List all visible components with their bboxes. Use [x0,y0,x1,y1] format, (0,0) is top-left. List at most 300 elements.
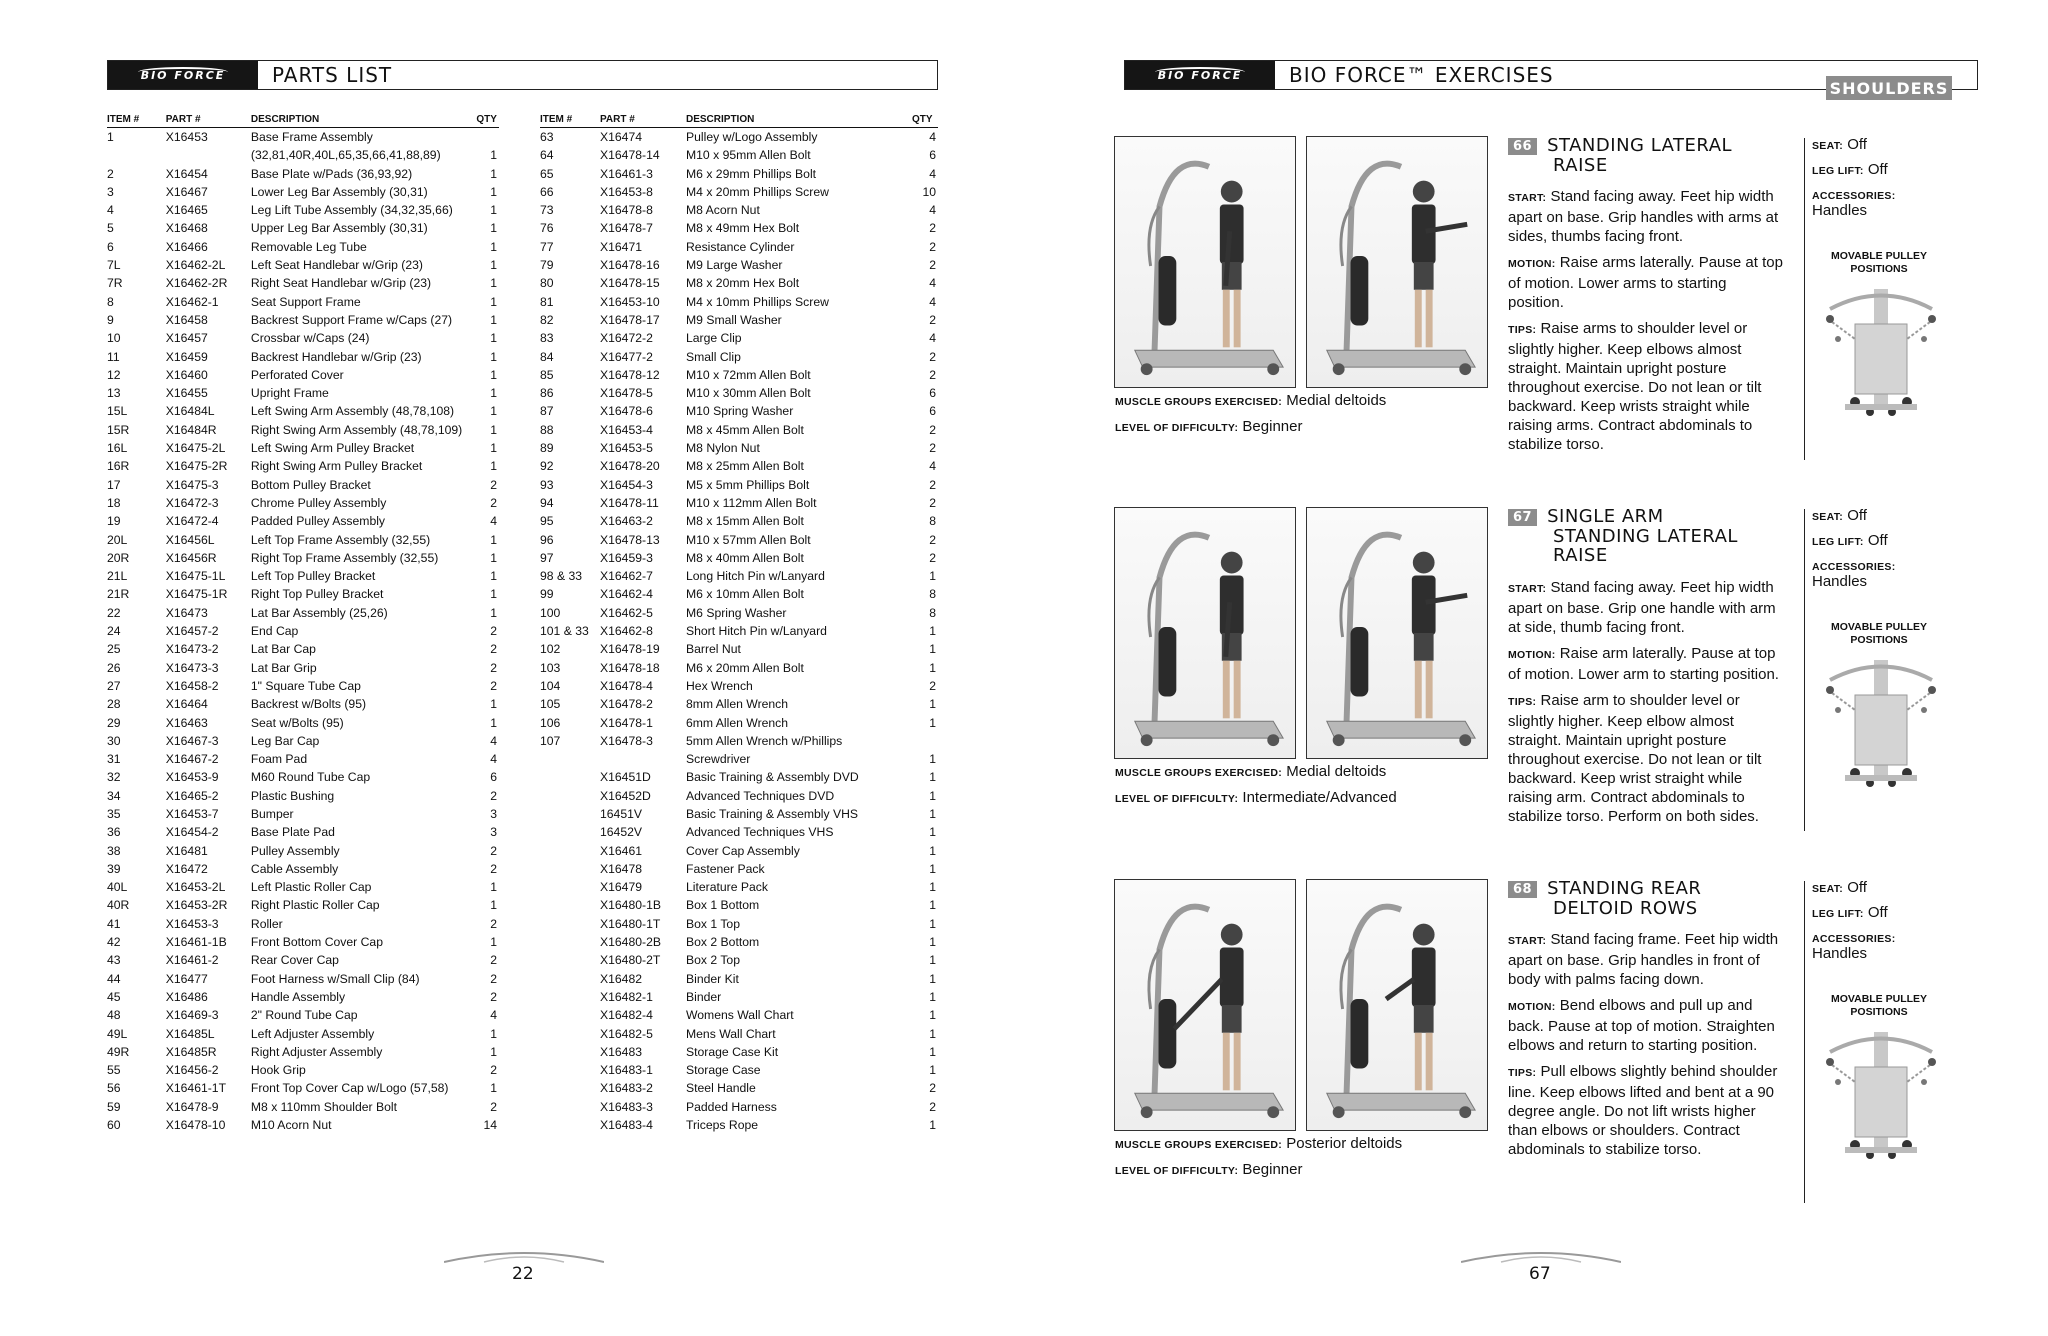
part-qty: 4 [929,276,936,291]
part-qty: 1 [929,660,936,675]
header-description: DESCRIPTION [686,113,912,128]
part-number: X16475-1L [165,569,226,584]
part-number: X16475-1R [165,587,228,602]
part-number: X16461-1B [165,935,227,950]
part-qty: 1 [490,1081,497,1096]
item-number: 22 [107,605,121,620]
part-description: 2" Round Tube Cap [250,1008,358,1023]
section-tab-shoulders: SHOULDERS [1826,76,1952,100]
item-number: 84 [540,349,554,364]
part-number: X16486 [165,989,208,1004]
table-row [540,128,938,147]
seat-value: Off [1847,879,1867,896]
exercise-title-line2: STANDING LATERAL [1553,525,1738,547]
table-row [540,787,938,805]
equipment-settings [1812,507,1942,590]
header-part: PART # [600,113,686,128]
table-row [540,439,938,457]
item-number [540,1098,600,1116]
item-number: 95 [540,514,554,529]
difficulty-label: LEVEL OF DIFFICULTY: [1115,1165,1239,1177]
part-qty [912,732,938,750]
difficulty-value: Beginner [1242,418,1303,435]
table-row [540,1061,938,1079]
item-number: 30 [107,733,121,748]
item-number: 97 [540,550,554,565]
item-number: 77 [540,239,554,254]
page-title: PARTS LIST [272,63,393,87]
item-number: 63 [540,130,554,144]
part-description: Basic Training & Assembly VHS [686,806,859,821]
part-description: M4 x 20mm Phillips Screw [686,184,829,199]
part-qty: 10 [922,184,936,199]
muscle-groups-label: MUSCLE GROUPS EXERCISED: [1115,396,1283,408]
part-description: Basic Training & Assembly DVD [686,770,859,785]
item-number: 64 [540,148,554,163]
part-description: Lat Bar Cap [250,642,316,657]
table-row [107,183,499,201]
table-row [107,531,499,549]
part-qty: 4 [490,1008,497,1023]
part-qty: 1 [929,1044,936,1059]
table-row [540,915,938,933]
part-qty: 4 [929,166,936,181]
item-number: 32 [107,770,121,785]
table-row [107,622,499,640]
motion-instruction [1508,644,1783,684]
part-qty: 2 [490,843,497,858]
table-row [540,457,938,475]
item-number: 13 [107,386,121,401]
table-row [540,494,938,512]
table-row [107,860,499,878]
part-number: X16484R [165,422,217,437]
part-qty: 2 [490,1099,497,1114]
part-description: Upper Leg Bar Assembly (30,31) [250,221,428,236]
part-number: X16478-12 [600,367,660,382]
motion-text: Raise arms laterally. Pause at top of motion. Lower arms to starting position. [1508,254,1783,311]
table-row [540,567,938,585]
table-row [540,293,938,311]
difficulty-label: LEVEL OF DIFFICULTY: [1115,793,1239,805]
part-description: M8 x 49mm Hex Bolt [686,221,800,236]
item-number: 42 [107,935,121,950]
part-qty: 1 [490,935,497,950]
item-number: 98 & 33 [540,569,583,584]
part-qty: 2 [929,239,936,254]
part-qty: 1 [929,788,936,803]
part-number: X16478-9 [165,1099,219,1114]
part-number: X16478-2 [600,697,653,712]
part-qty: 8 [929,605,936,620]
part-qty: 2 [929,221,936,236]
part-qty: 1 [929,1026,936,1041]
part-number: X16478-11 [600,495,659,510]
part-qty: 4 [490,514,497,529]
part-description: Base Plate w/Pads (36,93,92) [250,166,413,181]
part-number: X16473 [165,605,208,620]
part-description: Long Hitch Pin w/Lanyard [686,569,825,584]
part-qty: 1 [929,916,936,931]
table-row [107,970,499,988]
table-row [107,842,499,860]
header-qty: QTY [476,113,499,128]
table-row [540,512,938,530]
part-number: X16461-3 [600,166,653,181]
part-number: X16478-4 [600,678,653,693]
part-description: Lat Bar Grip [250,660,317,675]
table-row [107,659,499,677]
part-number: X16479 [600,880,643,895]
item-number: 85 [540,367,554,382]
item-number: 49L [107,1026,128,1041]
item-number: 8 [107,294,114,309]
muscle-groups [1115,1135,1402,1152]
part-qty: 2 [929,349,936,364]
motion-instruction [1508,253,1783,312]
part-qty: 2 [929,477,936,492]
part-number: X16453-2L [165,880,226,895]
part-number: X16453-10 [600,294,660,309]
part-number: X16478-20 [600,459,660,474]
header-item: ITEM # [107,113,166,128]
part-number: X16485R [165,1044,217,1059]
table-row [107,311,499,329]
table-row [107,366,499,384]
item-number [540,1025,600,1043]
part-qty: 1 [490,148,497,163]
part-description: M8 x 110mm Shoulder Bolt [250,1099,397,1114]
item-number: 44 [107,971,121,986]
part-description: Cover Cap Assembly [686,843,800,858]
table-row [107,165,499,183]
part-description: Bumper [250,806,294,821]
item-number: 26 [107,660,121,675]
part-number: X16472 [165,861,208,876]
item-number: 41 [107,916,121,931]
table-row [540,384,938,402]
column-divider [1804,881,1805,1203]
item-number: 4 [107,203,114,218]
table-row [540,860,938,878]
part-number: 16451V [600,806,643,821]
part-number: X16461-2 [165,953,219,968]
part-qty: 4 [929,294,936,309]
part-description: Box 2 Top [686,953,740,968]
item-number: 27 [107,678,121,693]
tips-text: Raise arms to shoulder level or slightly higher. Keep elbows almost straight. Maintain upright posture throughout exercise. Do not lean or tilt backward. Keep wrists straight while raising arms. Contract abdominals to stabilize torso. [1508,320,1762,453]
pulley-diagram [1820,1027,1942,1162]
part-qty: 2 [929,312,936,327]
part-description: Left Swing Arm Pulley Bracket [250,441,415,456]
item-number: 15L [107,404,128,419]
part-qty: 2 [929,532,936,547]
part-number: X16467-3 [165,733,219,748]
item-number [540,951,600,969]
part-description: Left Top Frame Assembly (32,55) [250,532,431,547]
tips-label: TIPS: [1508,695,1537,708]
part-qty: 1 [929,825,936,840]
item-number: 105 [540,697,561,712]
motion-text: Bend elbows and pull up and back. Pause at top of motion. Straighten elbows and return to starting position. [1508,997,1775,1054]
item-number: 24 [107,624,121,639]
table-row [540,421,938,439]
part-description: M8 Acorn Nut [686,203,760,218]
part-number: X16473-3 [165,660,219,675]
part-description: Left Adjuster Assembly [250,1026,375,1041]
part-number: X16454-2 [165,825,219,840]
start-text: Stand facing away. Feet hip width apart on base. Grip handles with arms at sides, thumbs facing front. [1508,188,1779,245]
item-number: 34 [107,788,121,803]
motion-instruction [1508,996,1783,1055]
table-row [540,1025,938,1043]
part-qty: 1 [490,203,497,218]
table-row [107,256,499,274]
item-number: 11 [107,349,120,364]
seat-label: SEAT: [1812,140,1844,152]
part-description: Left Swing Arm Assembly (48,78,108) [250,404,455,419]
item-number [540,1006,600,1024]
table-row [540,988,938,1006]
part-description: M5 x 5mm Phillips Bolt [686,477,810,492]
part-description: Screwdriver [686,752,751,767]
item-number [540,750,600,768]
part-qty: 6 [929,386,936,401]
table-row [107,476,499,494]
leg-lift-label: LEG LIFT: [1812,165,1864,177]
part-qty: 1 [929,989,936,1004]
exercise-title-line2: RAISE [1553,154,1608,176]
item-number: 5 [107,221,114,236]
item-number: 19 [107,514,121,529]
pulley-positions-line1: MOVABLE PULLEY [1830,250,1928,262]
item-number [107,146,166,164]
tips-instruction [1508,691,1783,826]
part-qty: 1 [929,715,936,730]
table-row [540,1079,938,1097]
start-instruction [1508,930,1783,989]
part-qty: 2 [490,953,497,968]
part-description: Barrel Nut [686,642,741,657]
table-row [107,988,499,1006]
part-number: X16478-19 [600,642,660,657]
part-qty: 1 [929,697,936,712]
part-description: Left Top Pulley Bracket [250,569,376,584]
part-qty: 2 [490,495,497,510]
part-description: Steel Handle [686,1081,756,1096]
part-qty: 3 [490,825,497,840]
part-number: X16453-8 [600,184,653,199]
part-number: X16456L [165,532,215,547]
motion-label: MOTION: [1508,648,1556,661]
item-number [540,860,600,878]
tips-label: TIPS: [1508,324,1537,336]
item-number: 93 [540,477,554,492]
item-number [540,970,600,988]
part-description: M10 Acorn Nut [250,1118,332,1133]
part-description: Short Hitch Pin w/Lanyard [686,624,827,639]
table-row [107,1043,499,1061]
item-number [540,1116,600,1134]
tips-label: TIPS: [1508,1067,1537,1079]
part-qty: 1 [490,404,497,419]
part-description: M9 Small Washer [686,312,782,327]
item-number [540,1043,600,1061]
muscle-groups-value: Medial deltoids [1286,392,1387,409]
item-number: 65 [540,166,554,181]
footer-swoosh-icon [444,1250,604,1264]
part-qty: 2 [929,441,936,456]
part-number: X16474 [600,130,643,144]
item-number: 16R [107,459,130,474]
part-number: X16472-4 [165,514,219,529]
part-description: Mens Wall Chart [686,1026,776,1041]
item-number: 20R [107,550,130,565]
leg-lift-label: LEG LIFT: [1812,908,1864,920]
part-qty: 4 [929,331,936,346]
table-row [540,402,938,420]
exercise-number: 68 [1508,881,1537,898]
pulley-diagram [1820,284,1942,419]
pulley-positions-title [1814,993,1944,1019]
part-number: X16459-3 [600,550,653,565]
item-number: 21L [107,569,128,584]
part-qty: 1 [490,331,497,346]
part-number: X16462-8 [600,624,653,639]
item-number: 49R [107,1044,130,1059]
part-number: X16461-1T [165,1081,227,1096]
part-description: Padded Pulley Assembly [250,514,386,529]
part-description: Right Top Frame Assembly (32,55) [250,550,439,565]
item-number: 87 [540,404,554,419]
table-row [107,512,499,530]
part-number: X16472-3 [165,495,219,510]
part-description: 5mm Allen Wrench w/Phillips [686,733,843,748]
item-number [540,1061,600,1079]
part-qty: 1 [490,276,497,291]
part-qty: 1 [490,367,497,382]
part-number: X16468 [165,221,208,236]
part-qty: 1 [490,349,497,364]
exercise-photo-end [1306,507,1488,759]
part-description: Handle Assembly [250,989,346,1004]
table-row [107,274,499,292]
table-row [107,823,499,841]
part-description: M4 x 10mm Phillips Screw [686,294,829,309]
part-description: Cable Assembly [250,861,339,876]
part-number: X16482 [600,971,643,986]
part-qty: 2 [929,495,936,510]
item-number [540,823,600,841]
table-row [540,896,938,914]
table-row [107,439,499,457]
part-description: End Cap [250,624,299,639]
table-row [540,933,938,951]
part-qty: 1 [929,861,936,876]
table-row [107,567,499,585]
part-description: Pulley w/Logo Assembly [686,130,818,144]
part-number: X16464 [165,697,208,712]
part-number: X16462-1 [165,294,219,309]
part-number: X16463 [165,715,208,730]
table-row [540,549,938,567]
tips-instruction [1508,1062,1783,1159]
part-description: Backrest w/Bolts (95) [250,697,367,712]
part-qty: 1 [490,1026,497,1041]
table-row [540,238,938,256]
difficulty-level [1115,418,1302,435]
part-description: Chrome Pulley Assembly [250,495,387,510]
part-description: Left Plastic Roller Cap [250,880,372,895]
header-description: DESCRIPTION [251,113,477,128]
part-number: X16483-1 [600,1063,653,1078]
item-number: 36 [107,825,121,840]
item-number: 2 [107,166,114,181]
part-qty: 1 [490,221,497,236]
part-qty: 2 [490,678,497,693]
muscle-groups-value: Medial deltoids [1286,763,1387,780]
part-qty: 1 [490,550,497,565]
table-row [540,1006,938,1024]
table-row [540,732,938,750]
part-number: X16483-4 [600,1118,653,1133]
leg-lift-setting [1812,161,1942,178]
part-description: Leg Bar Cap [250,733,320,748]
part-qty: 2 [490,642,497,657]
table-row [107,640,499,658]
part-qty: 1 [490,605,497,620]
seat-label: SEAT: [1812,883,1844,895]
part-number: X16458 [165,312,208,327]
part-number: X16453-3 [165,916,219,931]
item-number: 100 [540,605,561,620]
table-row [107,768,499,786]
seat-setting [1812,879,1942,896]
part-number: X16463-2 [600,514,653,529]
motion-label: MOTION: [1508,258,1556,270]
leg-lift-label: LEG LIFT: [1812,536,1864,548]
part-number: X16478-17 [600,312,660,327]
part-number: X16480-2T [600,953,661,968]
table-row [107,604,499,622]
part-description: Pulley Assembly [250,843,340,858]
part-qty: 1 [929,1008,936,1023]
item-number: 73 [540,203,554,218]
pulley-positions-title [1814,621,1944,647]
part-description: Right Adjuster Assembly [250,1044,383,1059]
exercise-title-line2: DELTOID ROWS [1553,897,1698,919]
table-row [540,805,938,823]
item-number: 21R [107,587,130,602]
exercise-title [1508,507,1768,566]
table-row [540,768,938,786]
item-number: 92 [540,459,554,474]
part-qty: 1 [929,953,936,968]
table-row [107,549,499,567]
part-number: X16453-5 [600,441,653,456]
part-description: M8 x 45mm Allen Bolt [686,422,804,437]
part-number: X16469-3 [165,1008,219,1023]
part-number: X16478-1 [600,715,653,730]
part-qty: 1 [490,898,497,913]
item-number: 82 [540,312,554,327]
exercise-photo-end [1306,136,1488,388]
part-number: X16472-2 [600,331,653,346]
muscle-groups [1115,392,1386,409]
part-qty: 1 [929,770,936,785]
exercise-photo-start [1114,879,1296,1131]
item-number [540,842,600,860]
